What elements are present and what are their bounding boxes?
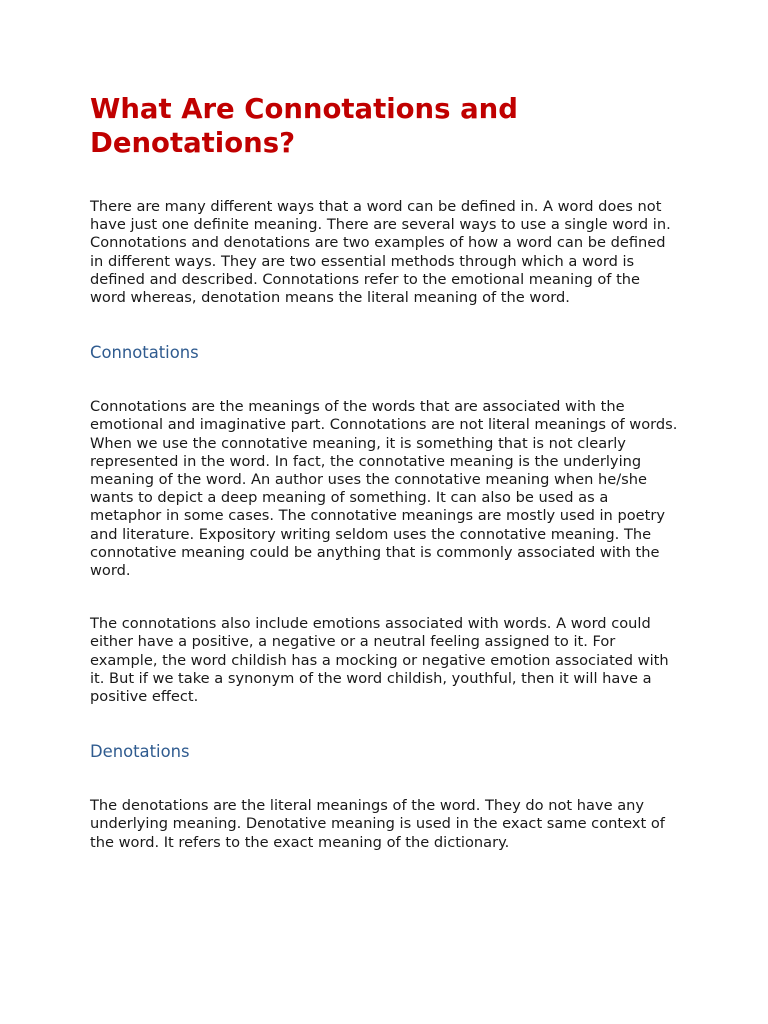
- denotations-paragraph: The denotations are the literal meanings of the word. They do not have any underlying meaning. Denotative meaning is used in the exact same context of the word. It refers to the exact meaning of the dictionary.: [90, 797, 665, 851]
- document-body: [90, 92, 680, 852]
- page-title: What Are Connotations and Denotations?: [90, 93, 518, 159]
- section-heading-connotations: Connotations: [90, 343, 199, 363]
- connotations-paragraph-2: The connotations also include emotions associated with words. A word could either have a positive, a negative or a neutral feeling assigned to it. For example, the word childish has a mocking or negative emotion associated with it. But if we take a synonym of the word childish, youthful, then it will have a positive effect.: [90, 615, 669, 706]
- intro-paragraph: There are many different ways that a word can be defined in. A word does not have just one definite meaning. There are several ways to use a single word in. Connotations and denotations are two examples of how a word can be defined in different ways. They are two essential methods through which a word is defined and described. Connotations refer to the emotional meaning of the word whereas, denotation means the literal meaning of the word.: [90, 198, 671, 307]
- connotations-paragraph-1: Connotations are the meanings of the words that are associated with the emotional and imaginative part. Connotations are not literal meanings of words. When we use the connotative meaning, it is something that is not clearly represented in the word. In fact, the connotative meaning is the underlying meaning of the word. An author uses the connotative meaning when he/she wants to depict a deep meaning of something. It can also be used as a metaphor in some cases. The connotative meanings are mostly used in poetry and literature. Expository writing seldom uses the connotative meaning. The connotative meaning could be anything that is commonly associated with the word.: [90, 398, 678, 580]
- section-heading-denotations: Denotations: [90, 742, 190, 762]
